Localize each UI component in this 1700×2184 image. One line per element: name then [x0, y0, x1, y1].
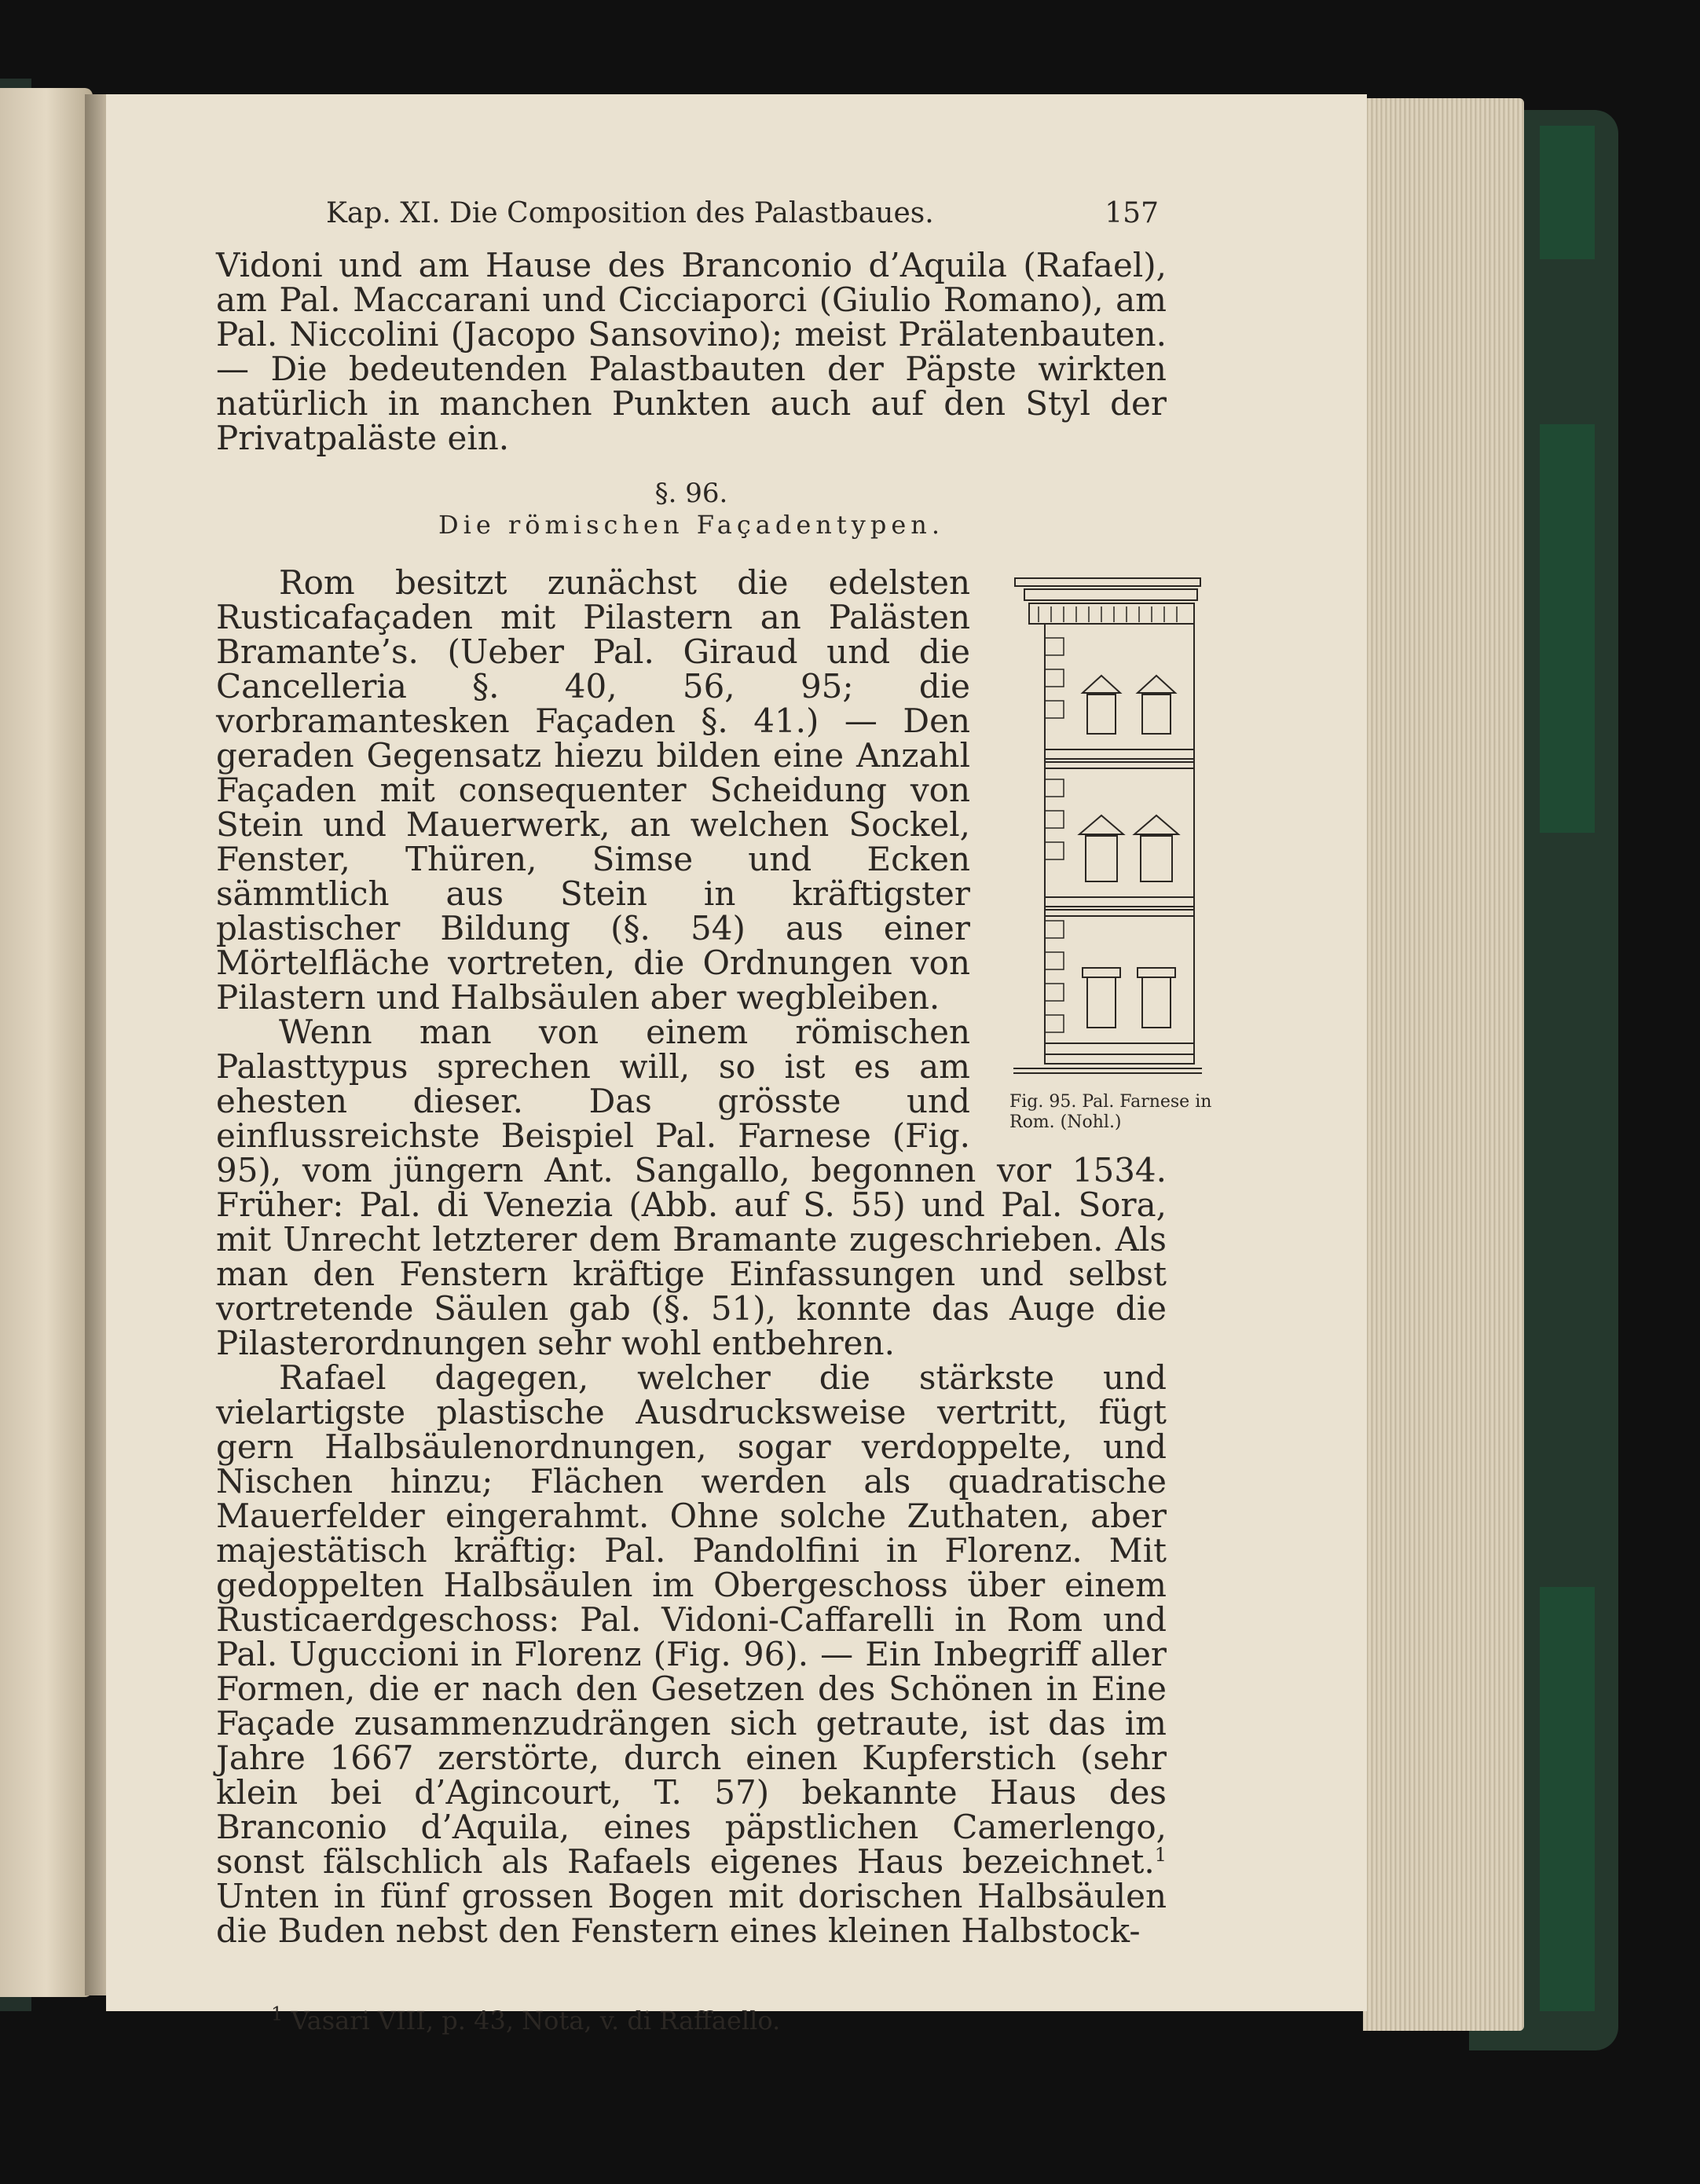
- paragraph: Vidoni und am Hause des Branconio d’Aquila (Rafael), am Pal. Maccarani und Cicciaporci (Giulio Romano), am Pal. Niccolini (Jacopo Sansovino); meist Prälatenbauten. — Die bedeutenden Palastbauten der Päpste wirkten natürlich in manchen Punkten auch auf den Styl der Privatpaläste ein.: [216, 246, 1167, 457]
- figure-95: [1002, 575, 1214, 1133]
- cover-band: [1540, 1587, 1595, 2011]
- paragraph-text: Rafael dagegen, welcher die stärkste und vielartigste plastische Ausdrucksweise vertritt, fügt gern Halbsäulenordnungen, sogar verdoppelte, und Nischen hinzu; Flächen werden als quadratische Mauerfelder eingerahmt. Ohne solche Zuthaten, aber majestätisch kräftig: Pal. Pandolfini in Florenz. Mit gedoppelten Halbsäulen im Obergeschoss über einem Rusticaerdgeschoss: Pal. Vidoni-Caffarelli in Rom und Pal. Uguccioni in Florenz (Fig. 96). — Ein Inbegriff aller Formen, die er nach den Gesetzen des Schönen in Eine Façade zusammenzudrängen sich getraute, ist das im Jahre 1667 zerstörte, durch einen Kupferstich (sehr klein bei d’Agincourt, T. 57) bekannte Haus des Branconio d’Aquila, eines päpstlichen Camerlengo, sonst fälschlich als Rafaels eigenes Haus bezeichnet.: [216, 1358, 1167, 1881]
- running-head: [216, 196, 1167, 231]
- footnote-ref: 1: [1154, 1844, 1167, 1866]
- paragraph: Rom besitzt zunächst die edelsten Rusticafaçaden mit Pilastern an Palästen Bramante’s. (Ueber Pal. Giraud und die Cancelleria §. 40, 56, 95; die vorbramantesken Façaden §. 41.) — Den geraden Gegensatz hiezu bilden eine Anzahl Façaden mit consequenter Scheidung von Stein und Mauerwerk, an welchen Sockel, Fenster, Thüren, Simse und Ecken sämmtlich aus Stein in kräftigster plastischer Bildung (§. 54) aus einer Mörtelfläche vortreten, die Ordnungen von Pilastern und Halbsäulen aber wegbleiben.: [216, 563, 970, 1017]
- footnote: [216, 2003, 1167, 2038]
- left-page-edge: [0, 88, 93, 1997]
- paragraph: [216, 1358, 1167, 1950]
- section-title: Die römischen Façadentypen.: [438, 510, 945, 540]
- page-content: [216, 196, 1212, 2038]
- page-number: 157: [1105, 197, 1159, 229]
- paragraph-text: Unten in fünf grossen Bogen mit dorischen Halbsäulen die Buden nebst den Fenstern eines kleinen Halbstock-: [216, 1877, 1167, 1950]
- cover-band: [1540, 424, 1595, 833]
- footnote-text: Vasari VIII, p. 43, Nota, v. di Raffaello.: [291, 2006, 781, 2036]
- running-head-title: Kap. XI. Die Composition des Palastbaues.: [326, 197, 934, 229]
- body-text: [216, 246, 1212, 1950]
- section-number: §. 96.: [654, 478, 728, 509]
- page-stack-edges: [1363, 98, 1524, 2031]
- facade-illustration: [1013, 575, 1202, 1078]
- footnote-marker: 1: [271, 2003, 284, 2025]
- cover-band: [1540, 126, 1595, 259]
- book-page: [106, 94, 1367, 2036]
- figure-caption: Fig. 95. Pal. Farnese in Rom. (Nohl.): [1009, 1092, 1212, 1132]
- paragraph: Wenn man von einem römischen Palasttypus sprechen will, so ist es am ehesten dieser. Das grösste und einflussreichste Beispiel Pal. Farnese (Fig. 95), vom jüngern Ant. Sangallo, begonnen vor 1534. Früher: Pal. di Venezia (Abb. auf S. 55) und Pal. Sora, mit Unrecht letzterer dem Bramante zugeschrieben. Als man den Fenstern kräftige Einfassungen und selbst vortretende Säulen gab (§. 51), konnte das Auge die Pilasterordnungen sehr wohl entbehren.: [216, 1013, 1167, 1362]
